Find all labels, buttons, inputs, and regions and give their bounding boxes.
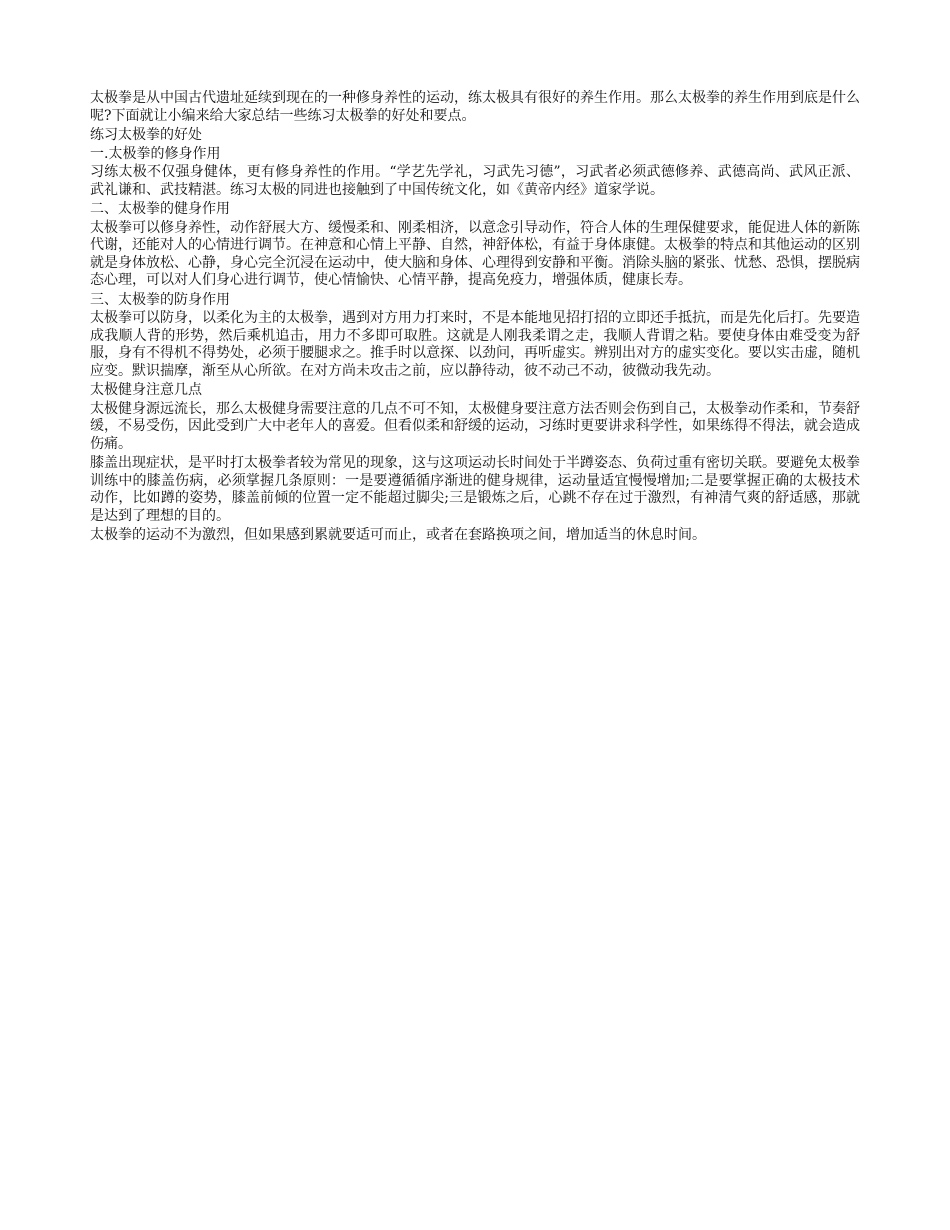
precautions-paragraph: 太极健身源远流长，那么太极健身需要注意的几点不可不知，太极健身要注意方法否则会伤到自己，太极拳动作柔和，节奏舒缓，不易受伤，因此受到广大中老年人的喜爱。但看似柔和舒缓的运动，习练时更要讲求科学性，如果练得不得法，就会造成伤痛。 [90, 400, 860, 452]
subsection-title-self-defense: 三、太极拳的防身作用 [90, 291, 230, 308]
knee-paragraph: 膝盖出现症状，是平时打太极拳者较为常见的现象，这与这项运动长时间处于半蹲姿态、负荷过重有密切关联。要避免太极拳训练中的膝盖伤病，必须掌握几条原则：一是要遵循循序渐进的健身规律，运动量适宜慢慢增加;二是要掌握正确的太极技术动作，比如蹲的姿势，膝盖前倾的位置一定不能超过脚尖;三是锻炼之后，心跳不存在过于激烈，有神清气爽的舒适感，那就是达到了理想的目的。 [90, 455, 860, 524]
rest-paragraph: 太极拳的运动不为激烈，但如果感到累就要适可而止，或者在套路换项之间，增加适当的休息时间。 [90, 527, 706, 543]
document-body [90, 90, 860, 547]
self-defense-paragraph: 太极拳可以防身，以柔化为主的太极拳，遇到对方用力打来时，不是本能地见招打招的立即还手抵抗，而是先化后打。先要造成我顺人背的形势，然后乘机追击，用力不多即可取胜。这就是人刚我柔谓之走，我顺人背谓之粘。要使身体由难受变为舒服，身有不得机不得势处，必须于腰腿求之。推手时以意探、以劲问，再听虚实。辨别出对方的虚实变化。要以实击虚，随机应变。默识揣摩，渐至从心所欲。在对方尚未攻击之前，应以静待动，彼不动己不动，彼微动我先动。 [90, 310, 860, 379]
subsection-title-fitness: 二、太极拳的健身作用 [90, 201, 230, 217]
intro-paragraph: 太极拳是从中国古代遗址延续到现在的一种修身养性的运动，练太极具有很好的养生作用。那么太极拳的养生作用到底是什么呢?下面就让小编来给大家总结一些练习太极拳的好处和要点。 [90, 90, 860, 124]
fitness-paragraph: 太极拳可以修身养性，动作舒展大方、缓慢柔和、刚柔相济，以意念引导动作，符合人体的生理保健要求，能促进人体的新陈代谢，还能对人的心情进行调节。在神意和心情上平静、自然，神舒体松，有益于身体康健。太极拳的特点和其他运动的区别就是身体放松、心静，身心完全沉浸在运动中，使大脑和身体、心理得到安静和平衡。消除头脑的紧张、忧愁、恐惧，摆脱病态心理，可以对人们身心进行调节，使心情愉快、心情平静，提高免疫力，增强体质，健康长寿。 [90, 219, 860, 288]
subsection-title-cultivation: 一.太极拳的修身作用 [90, 145, 221, 162]
section-title-benefits: 练习太极拳的好处 [90, 127, 202, 143]
section-title-precautions: 太极健身注意几点 [90, 382, 202, 398]
cultivation-paragraph: 习练太极不仅强身健体，更有修身养性的作用。“学艺先学礼，习武先习德”，习武者必须武德修养、武德高尚、武风正派、武礼谦和、武技精湛。练习太极的同进也接触到了中国传统文化，如《黄帝内经》道家学说。 [90, 164, 860, 198]
